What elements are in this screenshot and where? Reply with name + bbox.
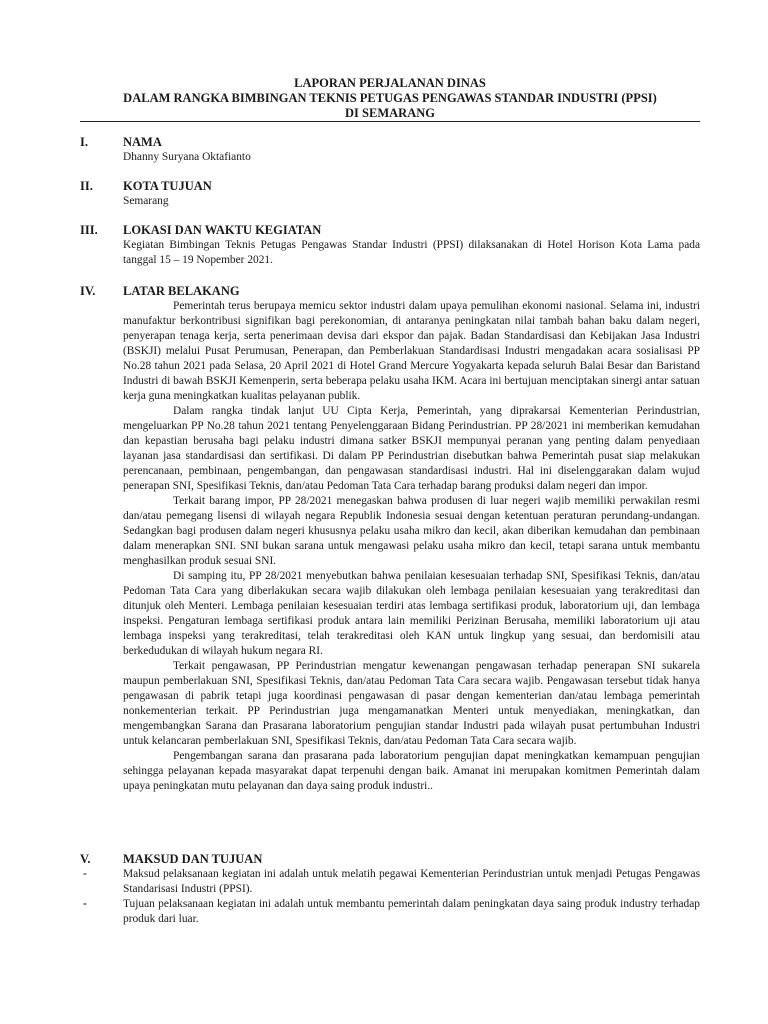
- section-number: II.: [80, 179, 93, 193]
- paragraph: Terkait pengawasan, PP Perindustrian mengatur kewenangan pengawasan terhadap penerapan SNI sukarela maupun pemberlakuan SNI, Spesifikasi Teknis, dan/atau Pedoman Tata Cara secara wajib. Pengawasan tersebut tidak hanya pengawasan di pabrik tetapi juga koordinasi pengawasan di pasar dengan kementerian dan/atau lembaga pemerintah nonkementerian terkait. PP Perindustrian juga mengamanatkan Menteri untuk menyediakan, meningkatkan, dan mengembangkan Sarana dan Prasarana laboratorium pengujian standar Industri pada wilayah pusat pertumbuhan Industri untuk kelancaran pemberlakuan SNI, Spesifikasi Teknis, dan/atau Pedoman Tata Cara secara wajib.: [123, 660, 700, 747]
- paragraph: Pemerintah terus berupaya memicu sektor industri dalam upaya pemulihan ekonomi nasional. Selama ini, industri manufaktur berkontribusi signifikan bagi perekonomian, di antaranya peningkatan nilai tambah bahan baku dalam negeri, penyerapan tenaga kerja, serta penerimaan devisa dari ekspor dan pajak. Badan Standardisasi dan Kebijakan Jasa Industri (BSKJI) melalui Pusat Perumusan, Penerapan, dan Pemberlakuan Standardisasi Industri mengadakan acara sosialisasi PP No.28 tahun 2021 pada Selasa, 20 April 2021 di Hotel Grand Mercure Yogyakarta kepada seluruh Balai Besar dan Baristand Industri di bawah BSKJI Kemenperin, serta beberapa pelaku usaha IKM. Acara ini bertujuan menciptakan sinergi antar satuan kerja guna meningkatkan kualitas pelayanan publik.: [123, 300, 700, 402]
- purpose-list: [83, 867, 700, 927]
- section-title: NAMA: [123, 135, 162, 149]
- section-title: LOKASI DAN WAKTU KEGIATAN: [123, 223, 322, 237]
- section-number: III.: [80, 223, 98, 237]
- list-item: [83, 897, 700, 927]
- list-item-text: Tujuan pelaksanaan kegiatan ini adalah untuk membantu pemerintah dalam peningkatan daya saing produk industry terhadap produk dari luar.: [123, 898, 700, 925]
- report-header: [80, 76, 700, 121]
- paragraph: Dalam rangka tindak lanjut UU Cipta Kerja, Pemerintah, yang diprakarsai Kementerian Perindustrian, mengeluarkan PP No.28 tahun 2021 tentang Penyelenggaraan Bidang Perindustrian. PP 28/2021 ini memberikan kemudahan dan kepastian berusaha bagi pelaku industri dimana satker BSKJI mempunyai peranan yang penting dalam penyediaan layanan jasa standardisasi dan sertifikasi. Di dalam PP Perindustrian disebutkan bahwa Pemerintah pusat siap melakukan perencanaan, pembinaan, pengembangan, dan pengawasan standardisasi industri. Hal ini diselenggarakan dalam wujud penerapan SNI, Spesifikasi Teknis, dan/atau Pedoman Tata Cara terhadap barang produksi dalam negeri dan impor.: [123, 405, 700, 492]
- name-value: Dhanny Suryana Oktafianto: [123, 151, 251, 163]
- paragraph: Di samping itu, PP 28/2021 menyebutkan bahwa penilaian kesesuaian terhadap SNI, Spesifikasi Teknis, dan/atau Pedoman Tata Cara yang diberlakukan secara wajib dilakukan oleh lembaga penilaian kesesuaian yang terakreditasi dan ditunjuk oleh Menteri. Lembaga penilaian kesesuaian terdiri atas lembaga sertifikasi produk, laboratorium uji, dan lembaga inspeksi. Pengaturan lembaga sertifikasi produk antara lain memiliki Perizinan Berusaha, memiliki laboratorium uji atau lembaga inspeksi yang terakreditasi, telah terakreditasi oleh KAN untuk lingkup yang sesuai, dan berdomisili atau berkedudukan di wilayah hukum negara RI.: [123, 570, 700, 657]
- section-number: I.: [80, 135, 88, 149]
- section-title: KOTA TUJUAN: [123, 179, 212, 193]
- paragraph: Pengembangan sarana dan prasarana pada laboratorium pengujian dapat meningkatkan kemampuan pengujian sehingga pelayanan kepada masyarakat dapat terpenuhi dengan baik. Amanat ini merupakan komitmen Pemerintah dalam upaya peningkatan mutu pelayanan dan daya saing produk industri..: [123, 750, 700, 792]
- bullet-marker: -: [83, 868, 87, 880]
- report-title: LAPORAN PERJALANAN DINAS: [294, 76, 486, 90]
- section-title: LATAR BELAKANG: [123, 284, 240, 298]
- paragraph: Terkait barang impor, PP 28/2021 menegaskan bahwa produsen di luar negeri wajib memiliki perwakilan resmi dan/atau pemegang lisensi di wilayah negara Republik Indonesia sesuai dengan ketentuan peraturan perundang-undangan. Sedangkan bagi produsen dalam negeri khususnya pelaku usaha mikro dan kecil, akan diberikan kemudahan dan pembinaan dalam menerapkan SNI. SNI bukan sarana untuk mengawasi pelaku usaha mikro dan kecil, tetapi sarana untuk membantu menghasilkan produk sesuai SNI.: [123, 495, 700, 567]
- section-number: IV.: [80, 284, 96, 298]
- header-divider: [80, 121, 700, 122]
- report-location: DI SEMARANG: [345, 106, 435, 120]
- report-subtitle: DALAM RANGKA BIMBINGAN TEKNIS PETUGAS PENGAWAS STANDAR INDUSTRI (PPSI): [123, 91, 657, 105]
- section-title: MAKSUD DAN TUJUAN: [123, 852, 263, 866]
- location-paragraph: Kegiatan Bimbingan Teknis Petugas Pengawas Standar Industri (PPSI) dilaksanakan di Hotel Horison Kota Lama pada tanggal 15 – 19 Nopember 2021.: [123, 239, 700, 266]
- section-number: V.: [80, 852, 91, 866]
- city-value: Semarang: [123, 195, 169, 207]
- list-item-text: Maksud pelaksanaan kegiatan ini adalah untuk melatih pegawai Kementerian Perindustrian untuk menjadi Petugas Pengawas Standarisasi Industri (PPSI).: [123, 868, 700, 895]
- list-item: [83, 867, 700, 897]
- bullet-marker: -: [83, 898, 87, 910]
